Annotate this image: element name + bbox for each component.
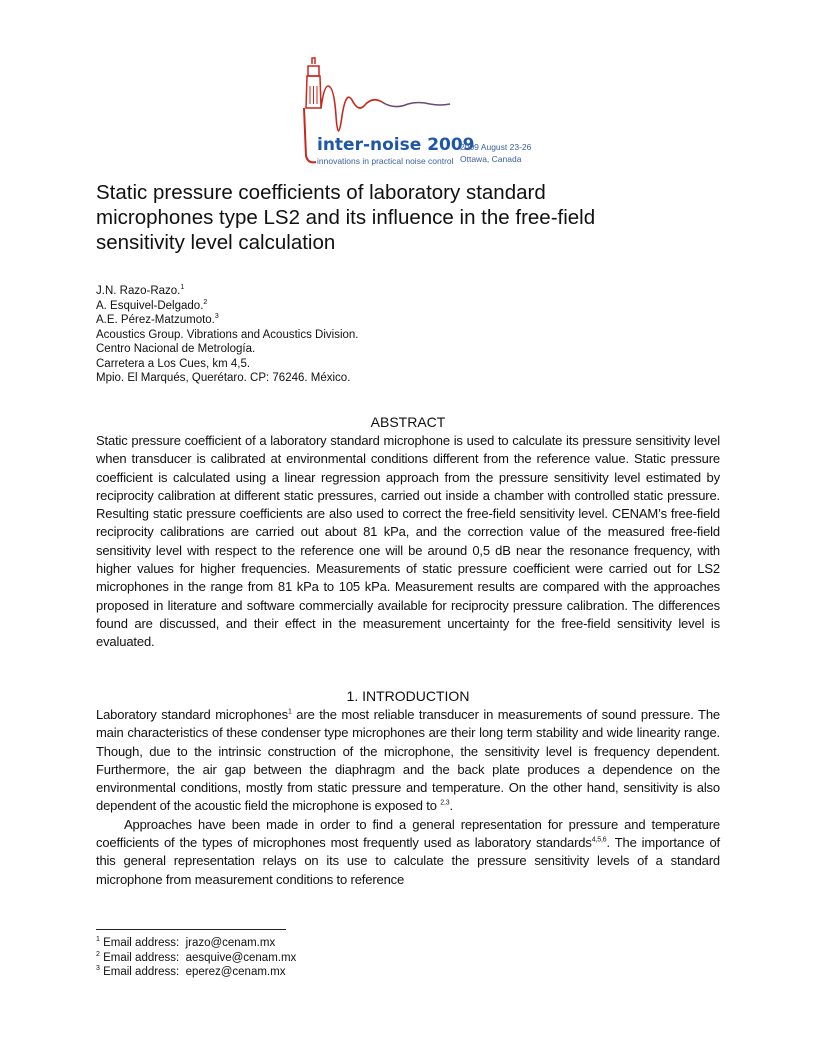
affiliation-line: Mpio. El Marqués, Querétaro. CP: 76246. México.	[96, 372, 351, 384]
abstract-heading: ABSTRACT	[370, 414, 446, 430]
author-name: J.N. Razo-Razo.	[96, 285, 181, 297]
text-run: Approaches have been made in order to find a general representation for pressure and temperature coefficients of the types of microphones most frequently used as laboratory standards	[96, 816, 720, 851]
introduction-heading: 1. INTRODUCTION	[346, 688, 470, 704]
footnote-label: Email address:	[103, 966, 180, 978]
author-line	[96, 284, 359, 299]
author-name: A. Esquivel-Delgado.	[96, 299, 204, 312]
citation-ref: 2,3	[440, 800, 450, 808]
logo-conference-name: inter-noise 2009	[317, 135, 475, 155]
text-run: Laboratory standard microphones	[96, 707, 288, 722]
text-run: .	[449, 798, 453, 814]
author-footnote-mark: 2	[203, 298, 208, 306]
abstract-section	[96, 432, 720, 652]
conference-logo	[290, 56, 550, 168]
author-footnote-mark: 1	[180, 284, 185, 292]
footnote	[96, 951, 296, 966]
footnote	[96, 965, 296, 980]
author-footnote-mark: 3	[214, 313, 219, 321]
paper-title	[96, 180, 736, 255]
footnote-label: Email address:	[103, 937, 180, 949]
logo-tagline: innovations in practical noise control	[317, 156, 454, 166]
affiliation-line: Carretera a Los Cues, km 4,5.	[96, 357, 251, 370]
citation-ref: 4,5,6	[591, 836, 607, 844]
footnotes	[96, 936, 296, 980]
introduction-section	[96, 706, 720, 889]
author-name: A.E. Pérez-Matzumoto.	[96, 314, 215, 326]
abstract-text: Static pressure coefficient of a laboratory standard microphone is used to calculate its pressure sensitivity level when transducer is calibrated at environmental conditions different from the reference value. Static pressure coefficient is calculated using a linear regression approach from the pressure sensitivity level estimated by reciprocity calibration at different static pressures, carried out inside a chamber with controlled static pressure. Resulting static pressure coefficients are also used to correct the free-field sensitivity level. CENAM’s free-field reciprocity calibrations are carried out about 81 kPa, and the correction value of the measured free-field sensitivity level with respect to the reference one will be around 0,5 dB near the resonance frequency, with higher values for higher frequencies. Measurements of static pressure coefficient were carried out for LS2 microphones in the range from 81 kPa to 105 kPa. Measurement results are compared with the approaches proposed in literature and software commercially available for reciprocity pressure calibration. The differences found are discussed, and their effect in the measurement uncertainty for the free-field sensitivity level is evaluated.	[96, 433, 720, 650]
footnote-mark: 2	[96, 950, 100, 958]
footnote-mark: 3	[96, 965, 100, 973]
footnote-mark: 1	[96, 936, 100, 944]
title-line: sensitivity level calculation	[96, 231, 336, 254]
title-line: microphones type LS2 and its influence in the free-field	[96, 206, 596, 229]
affiliation-line: Acoustics Group. Vibrations and Acoustics Division.	[96, 328, 359, 341]
footnote-divider	[96, 929, 286, 930]
footnote-email: eperez@cenam.mx	[185, 966, 286, 978]
affiliation-line: Centro Nacional de Metrología.	[96, 343, 256, 355]
logo-place: Ottawa, Canada	[460, 154, 522, 164]
text-run: are the most reliable transducer in measurements of sound pressure. The main characteristics of these condenser type microphones are their long term stability and wide linearity range. Though, due to the intrinsic construction of the microphone, the sensitivity level is frequency dependent. Furthermore, the air gap between the diaphragm and the back plate produces a dependence on the environmental conditions, mostly from static pressure and temperature. On the other hand, sensitivity is also dependent of the acoustic field the microphone is exposed to	[96, 707, 721, 814]
logo-date: 2009 August 23-26	[460, 142, 532, 152]
footnote-email: jrazo@cenam.mx	[185, 937, 276, 949]
text-run: . The importance of this general representation relays on its use to calculate the pressure sensitivity levels of a standard microphone from measurement conditions to reference	[96, 835, 720, 887]
footnote	[96, 936, 296, 951]
introduction-paragraph-1	[96, 706, 720, 816]
author-block	[96, 284, 359, 386]
citation-ref: 1	[287, 708, 292, 716]
author-line	[96, 313, 359, 328]
footnote-email: aesquive@cenam.mx	[185, 951, 297, 964]
introduction-paragraph-2	[96, 816, 720, 889]
title-line: Static pressure coefficients of laboratory standard	[96, 181, 546, 204]
author-line	[96, 299, 359, 314]
footnote-label: Email address:	[103, 951, 180, 964]
